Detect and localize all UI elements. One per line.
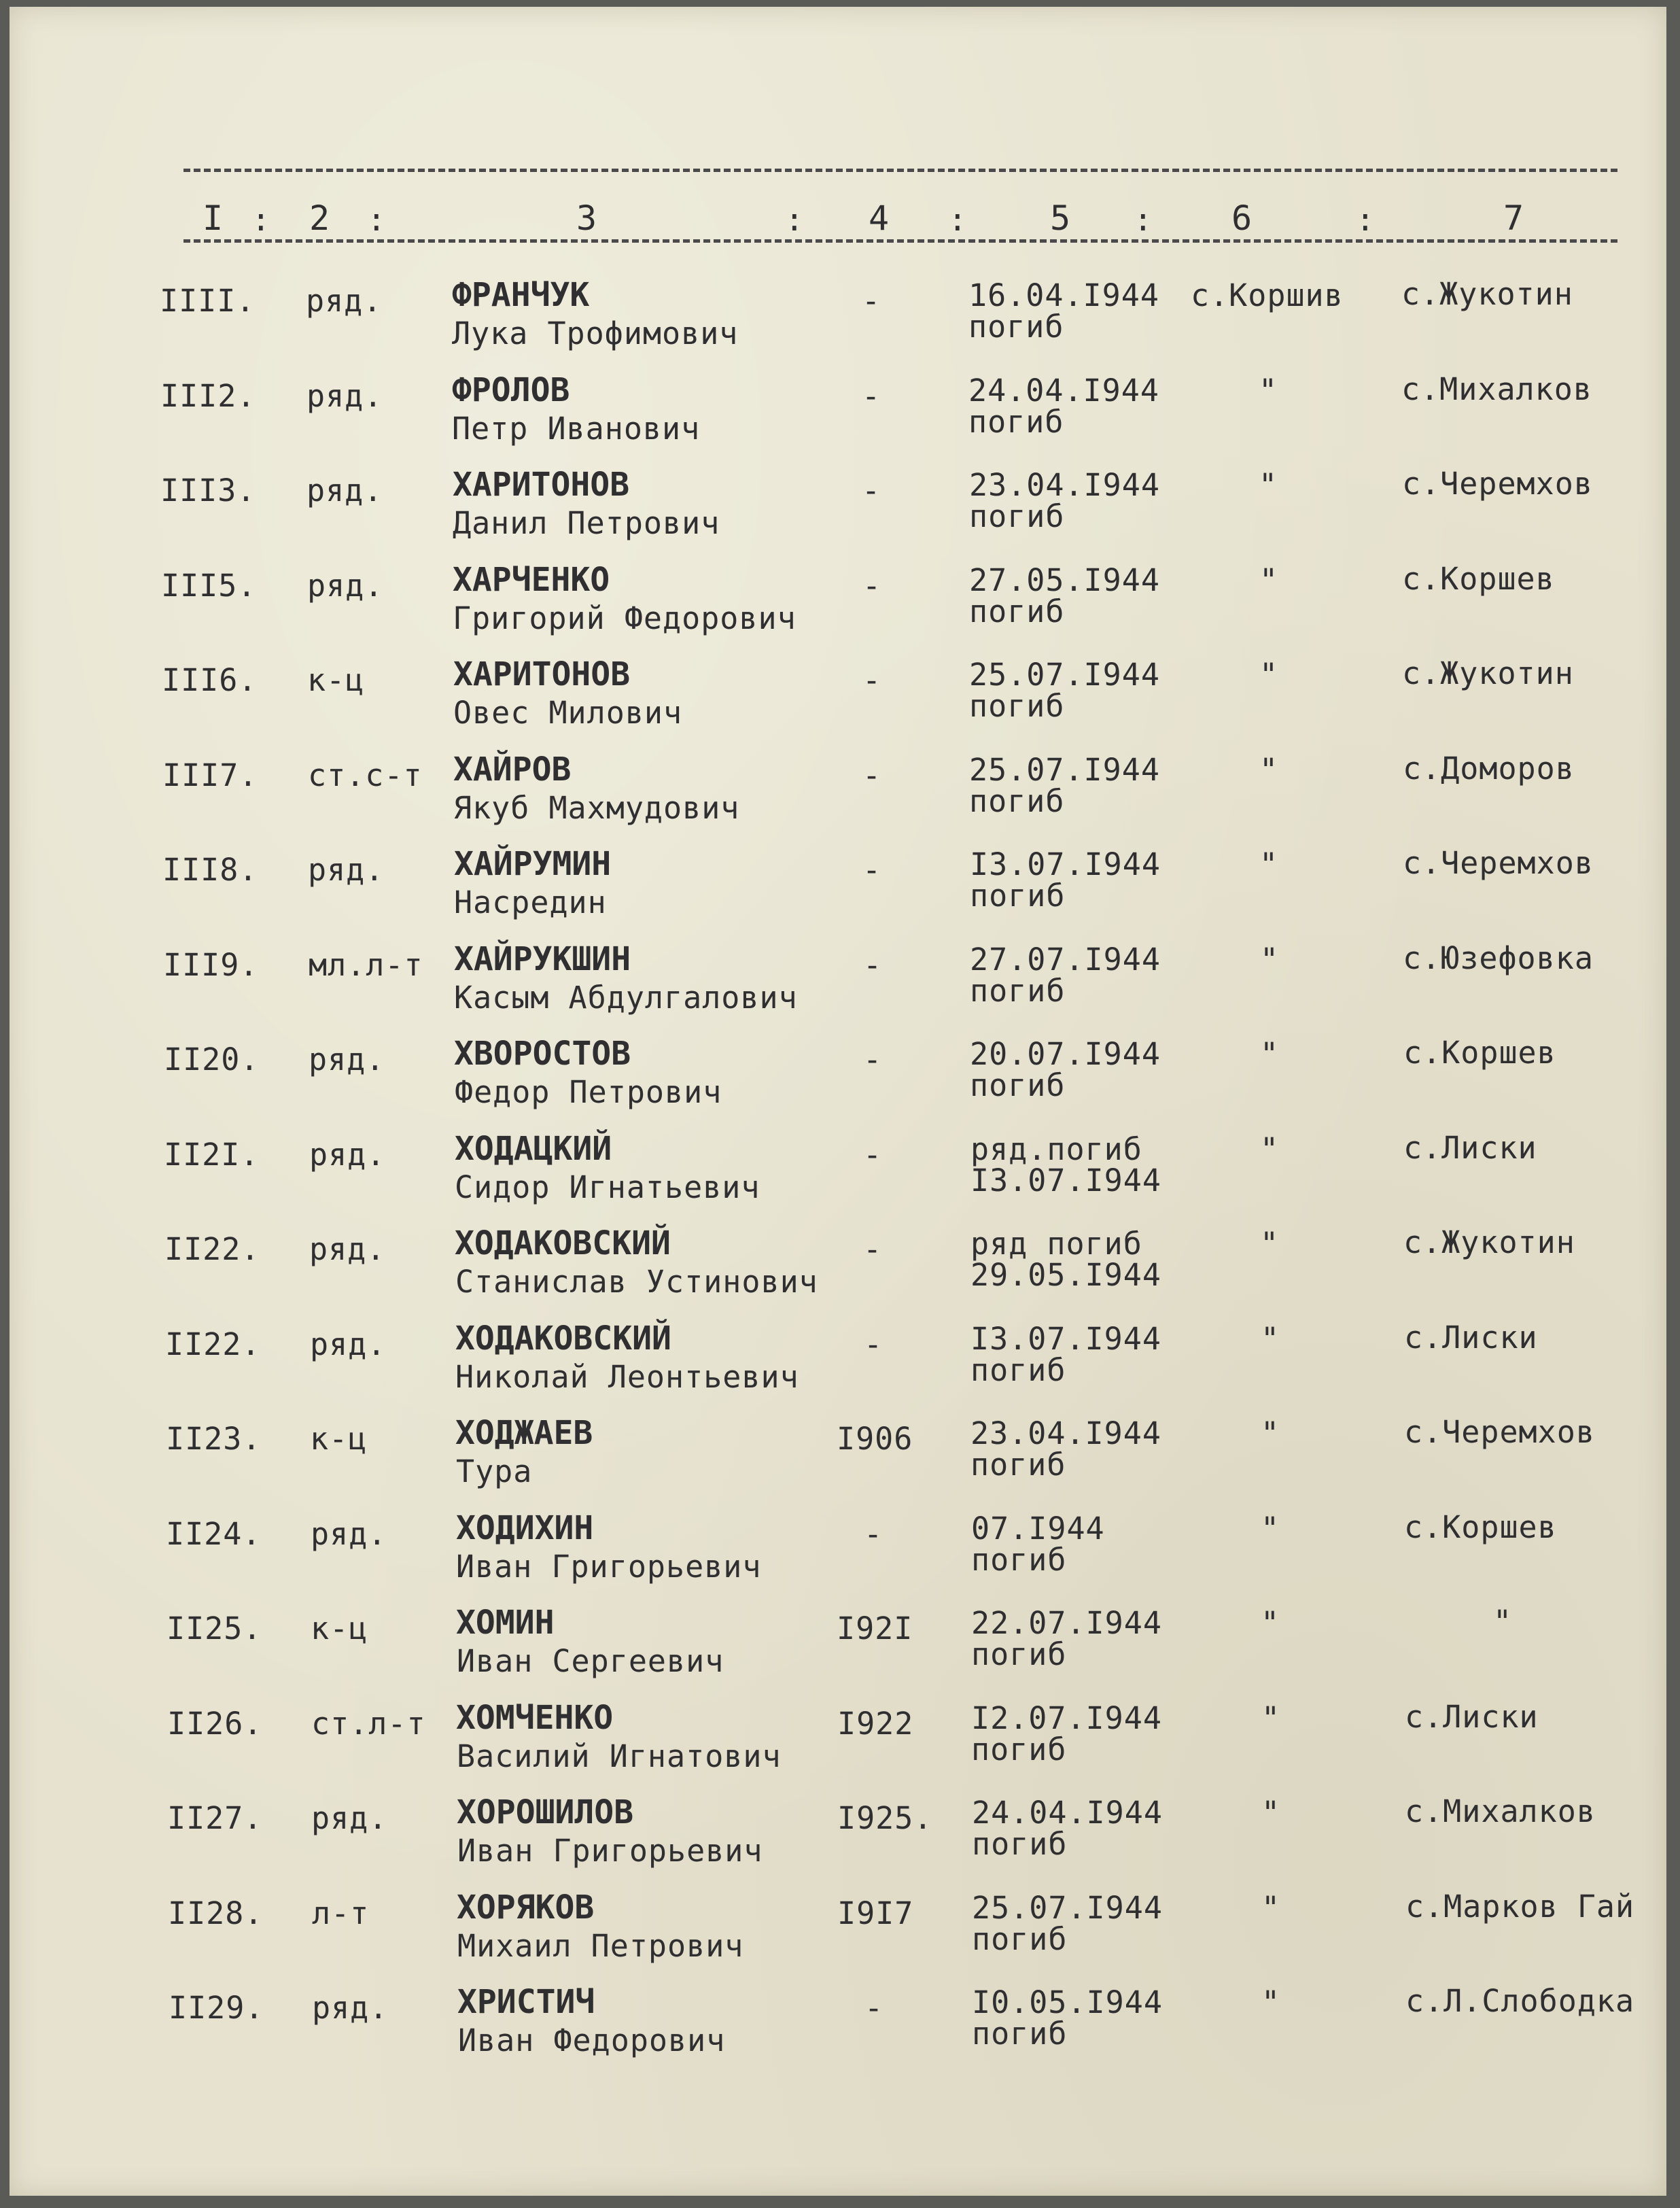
status-value: погиб [972, 1826, 1068, 1862]
status-value: погиб [970, 1447, 1066, 1483]
surname: ХАЙРУКШИН [454, 940, 631, 978]
entry-number: II22. [164, 1231, 260, 1267]
birth-year: I906 [837, 1421, 913, 1457]
surname: ХОМИН [456, 1604, 555, 1642]
header-separator: : [785, 201, 804, 238]
entry-number: III3. [160, 472, 256, 508]
given-names: Якуб Махмудович [453, 790, 740, 826]
date-value: 25.07.I944 [969, 752, 1160, 788]
burial-place: с.Лиски [1403, 1130, 1537, 1166]
surname: ФРАНЧУК [452, 276, 590, 314]
place-value: " [1259, 562, 1279, 598]
header-separator: : [367, 201, 386, 238]
header-separator: : [948, 201, 967, 238]
rank: к-ц [310, 1421, 368, 1457]
header-separator: : [251, 201, 270, 238]
document-sheet [10, 7, 1666, 2196]
entry-number: III8. [162, 852, 258, 888]
status-value: погиб [969, 498, 1065, 534]
birth-year: - [862, 757, 882, 793]
place-value: " [1261, 1511, 1280, 1547]
rank: ряд. [310, 1326, 387, 1362]
place-value: " [1259, 752, 1279, 788]
date-value: I3.07.I944 [970, 846, 1161, 882]
surname: ХАРИТОНОВ [453, 655, 631, 693]
surname: ХАРЧЕНКО [453, 561, 610, 599]
place-value: " [1261, 1795, 1281, 1831]
birth-year: I922 [837, 1706, 914, 1742]
date-value: 27.07.I944 [970, 942, 1161, 978]
header-col-4: 4 [869, 199, 890, 238]
burial-place: с.Коршев [1402, 561, 1555, 597]
entry-number: II2I. [164, 1137, 260, 1173]
rank: ряд. [307, 472, 383, 508]
burial-place: с.Черемхов [1403, 845, 1594, 881]
place-value: " [1261, 1415, 1280, 1451]
birth-year: - [863, 1137, 883, 1173]
rank: ст.л-т [311, 1706, 426, 1742]
given-names: Иван Федорович [458, 2022, 726, 2058]
surname: ХОДАЦКИЙ [455, 1130, 612, 1168]
place-value: " [1259, 657, 1279, 693]
burial-place: с.Л.Слободка [1405, 1983, 1635, 2019]
given-names: Григорий Федорович [453, 600, 797, 636]
rank: ряд. [311, 1516, 387, 1552]
rank: л-т [312, 1895, 370, 1931]
status-value: погиб [971, 1542, 1067, 1578]
burial-place: с.Жукотин [1401, 276, 1573, 312]
given-names: Тура [456, 1453, 533, 1489]
burial-place: с.Юзефовка [1403, 940, 1594, 976]
surname: ХОДАКОВСКИЙ [455, 1224, 671, 1262]
header-col-1: I [203, 199, 224, 238]
burial-place: с.Марков Гай [1405, 1888, 1635, 1925]
date-value: 07.I944 [971, 1511, 1105, 1547]
entry-number: II20. [164, 1041, 260, 1077]
burial-place: с.Доморов [1403, 751, 1575, 787]
entry-number: IIII. [160, 283, 256, 319]
status-value: погиб [970, 1067, 1066, 1103]
given-names: Иван Григорьевич [457, 1833, 763, 1869]
date-value: 27.05.I944 [969, 562, 1160, 598]
given-names: Михаил Петрович [457, 1928, 744, 1964]
status-value: погиб [969, 783, 1065, 819]
rank: ряд. [307, 378, 383, 414]
given-names: Иван Григорьевич [456, 1549, 762, 1585]
given-names: Данил Петрович [453, 505, 720, 541]
rank: ряд. [311, 1800, 388, 1836]
rank: ряд. [309, 1041, 385, 1077]
birth-year: I9I7 [837, 1895, 914, 1931]
birth-year: - [862, 852, 882, 888]
place-value: " [1260, 1226, 1280, 1262]
given-names: Василий Игнатович [457, 1738, 782, 1774]
header-separator: : [1134, 201, 1153, 238]
given-names: Сидор Игнатьевич [455, 1169, 760, 1205]
place-value: " [1261, 1984, 1281, 2020]
date-value: 22.07.I944 [971, 1605, 1162, 1641]
birth-year: - [862, 283, 881, 319]
header-col-7: 7 [1503, 199, 1524, 238]
burial-place: с.Черемхов [1404, 1414, 1595, 1450]
entry-number: II22. [165, 1326, 261, 1362]
place-value: " [1259, 467, 1278, 503]
rank: к-ц [311, 1610, 368, 1646]
given-names: Станислав Устинович [455, 1264, 818, 1300]
status-value: погиб [972, 1921, 1068, 1957]
burial-place: " [1493, 1604, 1513, 1640]
given-names: Иван Сергеевич [457, 1643, 724, 1679]
status-value: погиб [971, 1636, 1067, 1672]
surname: ХОДИХИН [456, 1509, 594, 1547]
burial-place: с.Черемхов [1402, 466, 1593, 502]
birth-year: I92I [837, 1610, 913, 1646]
header-col-3: 3 [576, 199, 597, 238]
rank: ряд. [309, 1137, 386, 1173]
place-value: " [1260, 942, 1280, 978]
birth-year: - [863, 1231, 883, 1267]
rank: ст.с-т [308, 757, 423, 793]
surname: ХАЙРОВ [453, 751, 572, 789]
entry-number: II25. [167, 1610, 262, 1646]
date-value: 24.04.I944 [968, 373, 1159, 409]
given-names: Насредин [454, 884, 607, 920]
header-rule-top [183, 169, 1617, 172]
entry-number: II29. [169, 1990, 264, 2026]
place-value: " [1261, 1321, 1280, 1357]
date-value: 25.07.I944 [969, 657, 1160, 693]
burial-place: с.Михалков [1401, 371, 1592, 407]
rank: ряд. [307, 568, 384, 604]
entry-number: III6. [162, 662, 258, 698]
entry-number: II28. [168, 1895, 264, 1931]
given-names: Овес Милович [453, 695, 683, 731]
birth-year: - [863, 1041, 883, 1077]
date-value: 23.04.I944 [970, 1415, 1161, 1451]
burial-place: с.Лиски [1405, 1699, 1539, 1735]
status-value: погиб [968, 309, 1064, 345]
status-value: погиб [970, 973, 1066, 1009]
rank: к-ц [307, 662, 365, 698]
place-value: " [1259, 373, 1278, 409]
surname: ХОРОШИЛОВ [457, 1793, 634, 1831]
birth-year: - [862, 568, 882, 604]
rank: ряд. [306, 283, 383, 319]
birth-year: - [863, 947, 883, 983]
surname: ХАРИТОНОВ [453, 466, 630, 504]
status-value: погиб [968, 404, 1064, 440]
date-value: ряд.погиб [970, 1131, 1142, 1167]
date-value: 16.04.I944 [968, 277, 1159, 313]
status-value: погиб [971, 1731, 1067, 1767]
place-value: " [1261, 1700, 1281, 1736]
status-value: 29.05.I944 [970, 1257, 1161, 1293]
status-value: погиб [969, 593, 1065, 629]
burial-place: с.Коршев [1404, 1509, 1557, 1545]
date-value: 23.04.I944 [969, 467, 1160, 503]
status-value: погиб [970, 878, 1066, 914]
header-separator: : [1356, 201, 1375, 238]
place-value: " [1261, 1605, 1280, 1641]
birth-year: - [864, 1990, 884, 2026]
given-names: Петр Иванович [452, 411, 701, 447]
surname: ХОДЖАЕВ [455, 1414, 593, 1452]
status-value: погиб [969, 688, 1065, 724]
burial-place: с.Лиски [1404, 1319, 1538, 1356]
rank: ряд. [309, 1231, 386, 1267]
birth-year: - [862, 378, 881, 414]
header-col-2: 2 [309, 199, 330, 238]
header-col-6: 6 [1231, 199, 1253, 238]
surname: ХАЙРУМИН [454, 845, 612, 883]
place-value: " [1261, 1890, 1281, 1926]
burial-place: с.Жукотин [1402, 655, 1574, 691]
surname: ХВОРОСТОВ [454, 1035, 631, 1073]
burial-place: с.Коршев [1403, 1035, 1556, 1071]
header-rule-bottom [183, 239, 1617, 243]
place-value: с.Коршив [1191, 277, 1344, 313]
entry-number: II24. [166, 1516, 262, 1552]
given-names: Лука Трофимович [452, 315, 739, 351]
status-value: погиб [970, 1352, 1066, 1388]
date-value: 20.07.I944 [970, 1036, 1161, 1072]
entry-number: II23. [166, 1421, 262, 1457]
rank: мл.л-т [309, 947, 423, 983]
rank: ряд. [312, 1990, 389, 2026]
surname: ХОРЯКОВ [457, 1888, 595, 1927]
entry-number: III7. [162, 757, 258, 793]
birth-year: I925. [837, 1800, 933, 1836]
place-value: " [1259, 846, 1279, 882]
surname: ХРИСТИЧ [457, 1983, 595, 2021]
entry-number: II27. [167, 1800, 263, 1836]
entry-number: II26. [167, 1706, 263, 1742]
birth-year: - [862, 662, 882, 698]
surname: ХОМЧЕНКО [456, 1699, 614, 1737]
date-value: I2.07.I944 [971, 1700, 1162, 1736]
birth-year: - [862, 472, 881, 508]
given-names: Касым Абдулгалович [454, 980, 798, 1016]
burial-place: с.Михалков [1405, 1793, 1596, 1829]
given-names: Николай Леонтьевич [455, 1359, 799, 1395]
given-names: Федор Петрович [455, 1074, 722, 1110]
entry-number: III5. [161, 568, 257, 604]
surname: ХОДАКОВСКИЙ [455, 1319, 671, 1358]
surname: ФРОЛОВ [452, 371, 570, 409]
entry-number: III2. [160, 378, 256, 414]
rank: ряд. [308, 852, 385, 888]
place-value: " [1260, 1131, 1280, 1167]
entry-number: III9. [163, 947, 259, 983]
birth-year: - [864, 1516, 883, 1552]
date-value: I0.05.I944 [972, 1984, 1163, 2020]
burial-place: с.Жукотин [1403, 1224, 1575, 1260]
place-value: " [1260, 1036, 1280, 1072]
date-value: ряд погиб [970, 1226, 1142, 1262]
date-value: I3.07.I944 [970, 1321, 1161, 1357]
date-value: 25.07.I944 [972, 1890, 1163, 1926]
date-value: 24.04.I944 [972, 1795, 1163, 1831]
status-value: I3.07.I944 [970, 1162, 1161, 1198]
status-value: погиб [972, 2016, 1068, 2052]
birth-year: - [864, 1326, 883, 1362]
header-col-5: 5 [1050, 199, 1071, 238]
